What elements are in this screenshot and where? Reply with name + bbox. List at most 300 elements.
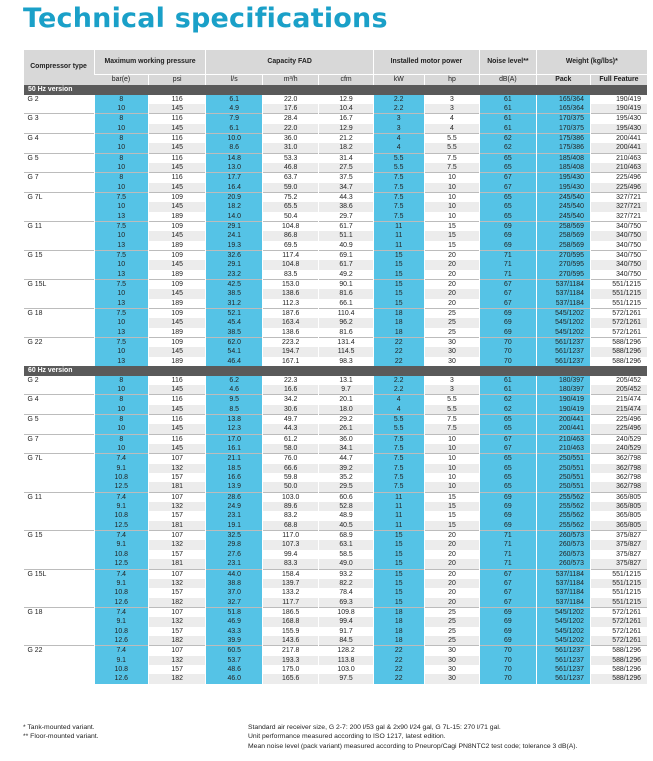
table-cell: 14.8 bbox=[206, 153, 262, 163]
table-cell: 69 bbox=[480, 309, 536, 319]
table-cell: 28.6 bbox=[206, 492, 262, 502]
table-cell: 117.7 bbox=[262, 598, 318, 608]
table-cell: 65.5 bbox=[262, 202, 318, 211]
table-cell: 180/397 bbox=[536, 385, 590, 395]
table-cell: 561/1237 bbox=[536, 357, 590, 366]
table-cell: 116 bbox=[148, 415, 206, 425]
table-cell: 181 bbox=[148, 521, 206, 531]
table-cell: 18 bbox=[373, 627, 424, 636]
table-cell: 362/798 bbox=[590, 473, 647, 482]
table-cell: 69 bbox=[480, 617, 536, 626]
table-cell: 561/1237 bbox=[536, 674, 590, 683]
table-cell: 145 bbox=[148, 104, 206, 114]
table-cell: 20 bbox=[424, 289, 479, 298]
table-row bbox=[24, 163, 648, 173]
table-cell: 2.2 bbox=[373, 376, 424, 385]
table-cell: 69.3 bbox=[319, 598, 373, 608]
compressor-name bbox=[24, 270, 95, 280]
table-cell: 5.5 bbox=[424, 405, 479, 415]
table-cell: 31.0 bbox=[262, 143, 318, 153]
table-cell: 270/595 bbox=[536, 260, 590, 269]
table-cell: 35.2 bbox=[319, 473, 373, 482]
table-cell: 103.0 bbox=[262, 492, 318, 502]
table-cell: 69 bbox=[480, 318, 536, 327]
table-cell: 9.1 bbox=[94, 502, 148, 511]
table-cell: 10 bbox=[424, 192, 479, 202]
table-cell: 44.3 bbox=[319, 192, 373, 202]
table-cell: 20 bbox=[424, 598, 479, 608]
table-cell: 53.3 bbox=[262, 153, 318, 163]
table-cell: 81.6 bbox=[319, 328, 373, 338]
table-cell: 70 bbox=[480, 357, 536, 366]
table-cell: 245/540 bbox=[536, 192, 590, 202]
table-cell: 66.1 bbox=[319, 299, 373, 309]
table-cell: 2.2 bbox=[373, 104, 424, 114]
compressor-name: G 2 bbox=[27, 95, 39, 103]
table-cell: 145 bbox=[148, 260, 206, 269]
compressor-name: G 11 bbox=[24, 492, 95, 502]
table-cell: 10 bbox=[424, 202, 479, 211]
compressor-name bbox=[24, 385, 95, 395]
table-cell: 70 bbox=[480, 338, 536, 348]
table-cell: 132 bbox=[148, 540, 206, 549]
section-label: 50 Hz version bbox=[24, 85, 648, 95]
table-cell: 365/805 bbox=[590, 521, 647, 531]
table-cell: 10.8 bbox=[94, 550, 148, 559]
table-cell: 165/364 bbox=[536, 104, 590, 114]
table-cell: 65 bbox=[480, 163, 536, 173]
table-cell: 3 bbox=[424, 95, 479, 104]
table-cell: 37.5 bbox=[319, 173, 373, 183]
compressor-name: G 3 bbox=[24, 114, 95, 124]
table-cell: 30 bbox=[424, 338, 479, 348]
table-cell: 16.7 bbox=[319, 114, 373, 124]
table-cell: 17.6 bbox=[262, 104, 318, 114]
table-cell: 34.1 bbox=[319, 444, 373, 454]
table-cell: 7.5 bbox=[94, 221, 148, 231]
table-cell: 133.2 bbox=[262, 588, 318, 597]
table-cell: 29.8 bbox=[206, 540, 262, 549]
table-cell: 551/1215 bbox=[590, 598, 647, 608]
table-cell: 22 bbox=[373, 665, 424, 674]
table-cell: 22 bbox=[373, 646, 424, 656]
table-cell: 104.8 bbox=[262, 260, 318, 269]
table-cell: 11 bbox=[373, 492, 424, 502]
table-cell: 61 bbox=[480, 95, 536, 104]
table-cell: 145 bbox=[148, 163, 206, 173]
table-cell: 340/750 bbox=[590, 241, 647, 251]
compressor-name bbox=[24, 559, 95, 569]
table-row bbox=[24, 338, 648, 348]
table-row bbox=[24, 299, 648, 309]
table-cell: 7.5 bbox=[373, 464, 424, 473]
table-cell: 6.2 bbox=[206, 376, 262, 385]
compressor-name: G 15L bbox=[24, 280, 95, 290]
table-cell: 18.0 bbox=[319, 405, 373, 415]
table-cell: 153.0 bbox=[262, 280, 318, 290]
table-cell: 99.4 bbox=[262, 550, 318, 559]
table-cell: 5.5 bbox=[373, 415, 424, 425]
table-cell: 6.1 bbox=[206, 124, 262, 134]
table-cell: 157 bbox=[148, 588, 206, 597]
table-row bbox=[24, 173, 648, 183]
table-cell: 561/1237 bbox=[536, 347, 590, 356]
table-cell: 7.5 bbox=[373, 202, 424, 211]
table-cell: 48.9 bbox=[319, 511, 373, 520]
table-cell: 12.5 bbox=[94, 521, 148, 531]
compressor-name: G 4 bbox=[24, 395, 95, 405]
table-cell: 48.6 bbox=[206, 665, 262, 674]
table-row bbox=[24, 550, 648, 559]
table-cell: 70 bbox=[480, 656, 536, 665]
table-cell: 190/419 bbox=[536, 405, 590, 415]
table-cell: 365/805 bbox=[590, 502, 647, 511]
table-cell: 9.1 bbox=[94, 579, 148, 588]
table-cell: 12.9 bbox=[319, 124, 373, 134]
table-cell: 9.1 bbox=[94, 617, 148, 626]
table-cell: 16.6 bbox=[206, 473, 262, 482]
table-cell: 65 bbox=[480, 424, 536, 434]
table-cell: 537/1184 bbox=[536, 280, 590, 290]
table-cell: 182 bbox=[148, 674, 206, 683]
table-cell: 13.0 bbox=[206, 163, 262, 173]
table-cell: 194.7 bbox=[262, 347, 318, 356]
table-row bbox=[24, 143, 648, 153]
table-cell: 561/1237 bbox=[536, 665, 590, 674]
table-cell: 116 bbox=[148, 395, 206, 405]
unit-dba: dB(A) bbox=[480, 75, 536, 86]
section-label: 60 Hz version bbox=[24, 366, 648, 376]
spec-table bbox=[23, 50, 647, 684]
table-cell: 143.6 bbox=[262, 636, 318, 646]
table-cell: 116 bbox=[148, 434, 206, 444]
table-cell: 69 bbox=[480, 607, 536, 617]
table-cell: 8 bbox=[94, 395, 148, 405]
table-cell: 588/1296 bbox=[590, 646, 647, 656]
table-row bbox=[24, 289, 648, 298]
table-cell: 83.3 bbox=[262, 559, 318, 569]
table-cell: 5.5 bbox=[424, 395, 479, 405]
table-cell: 10 bbox=[424, 173, 479, 183]
compressor-name: G 5 bbox=[24, 415, 95, 425]
table-cell: 10 bbox=[94, 289, 148, 298]
table-cell: 21.1 bbox=[206, 454, 262, 464]
table-cell: 375/827 bbox=[590, 540, 647, 549]
table-cell: 157 bbox=[148, 665, 206, 674]
footnote: Mean noise level (pack variant) measured according to Pneurop/Cagi PN8NTC2 test code; tolerance 3 dB(A). bbox=[248, 742, 578, 750]
table-row bbox=[24, 579, 648, 588]
table-cell: 69 bbox=[480, 492, 536, 502]
table-cell: 561/1237 bbox=[536, 646, 590, 656]
table-cell: 362/798 bbox=[590, 482, 647, 492]
table-cell: 240/529 bbox=[590, 444, 647, 454]
table-cell: 36.0 bbox=[262, 133, 318, 143]
table-cell: 195/430 bbox=[590, 114, 647, 124]
table-cell: 11 bbox=[373, 241, 424, 251]
table-cell: 107.3 bbox=[262, 540, 318, 549]
table-cell: 13.1 bbox=[319, 376, 373, 385]
table-cell: 572/1261 bbox=[590, 627, 647, 636]
table-cell: 27.5 bbox=[319, 163, 373, 173]
table-cell: 7.5 bbox=[94, 338, 148, 348]
table-cell: 200/441 bbox=[590, 143, 647, 153]
table-cell: 18 bbox=[373, 636, 424, 646]
table-cell: 30 bbox=[424, 357, 479, 366]
table-cell: 20 bbox=[424, 540, 479, 549]
table-cell: 59.0 bbox=[262, 183, 318, 193]
table-cell: 189 bbox=[148, 270, 206, 280]
table-cell: 5.5 bbox=[373, 163, 424, 173]
table-cell: 75.2 bbox=[262, 192, 318, 202]
table-cell: 30 bbox=[424, 646, 479, 656]
table-cell: 10 bbox=[94, 143, 148, 153]
table-cell: 7.5 bbox=[373, 454, 424, 464]
table-cell: 15 bbox=[373, 569, 424, 579]
table-cell: 23.1 bbox=[206, 511, 262, 520]
table-cell: 23.2 bbox=[206, 270, 262, 280]
table-cell: 10 bbox=[424, 212, 479, 222]
table-cell: 22 bbox=[373, 347, 424, 356]
table-cell: 8 bbox=[94, 376, 148, 385]
table-cell: 113.8 bbox=[319, 656, 373, 665]
table-cell: 19.3 bbox=[206, 241, 262, 251]
table-cell: 245/540 bbox=[536, 202, 590, 211]
compressor-name bbox=[24, 598, 95, 608]
table-cell: 551/1215 bbox=[590, 588, 647, 597]
compressor-name bbox=[24, 473, 95, 482]
table-cell: 16.4 bbox=[206, 183, 262, 193]
table-cell: 7.5 bbox=[424, 415, 479, 425]
table-cell: 572/1261 bbox=[590, 309, 647, 319]
table-cell: 175.0 bbox=[262, 665, 318, 674]
table-cell: 18.2 bbox=[319, 143, 373, 153]
table-cell: 65 bbox=[480, 482, 536, 492]
table-cell: 537/1184 bbox=[536, 579, 590, 588]
unit-full-feature: Full Feature bbox=[590, 75, 647, 86]
table-cell: 116 bbox=[148, 114, 206, 124]
table-cell: 10.8 bbox=[94, 627, 148, 636]
table-row bbox=[24, 104, 648, 114]
table-cell: 186.5 bbox=[262, 607, 318, 617]
compressor-name bbox=[24, 241, 95, 251]
table-cell: 145 bbox=[148, 289, 206, 298]
table-cell: 61.2 bbox=[262, 434, 318, 444]
table-cell: 181 bbox=[148, 559, 206, 569]
table-cell: 65 bbox=[480, 454, 536, 464]
motor-power-header: Installed motor power bbox=[373, 50, 479, 75]
table-cell: 69 bbox=[480, 221, 536, 231]
table-cell: 270/595 bbox=[536, 270, 590, 280]
table-cell: 25 bbox=[424, 607, 479, 617]
table-cell: 132 bbox=[148, 656, 206, 665]
spec-table-body bbox=[24, 85, 648, 684]
table-cell: 60.5 bbox=[206, 646, 262, 656]
table-cell: 128.2 bbox=[319, 646, 373, 656]
table-cell: 168.8 bbox=[262, 617, 318, 626]
table-cell: 8 bbox=[94, 415, 148, 425]
table-cell: 145 bbox=[148, 424, 206, 434]
table-cell: 255/562 bbox=[536, 502, 590, 511]
table-cell: 76.0 bbox=[262, 454, 318, 464]
table-cell: 20 bbox=[424, 588, 479, 597]
table-cell: 10 bbox=[424, 482, 479, 492]
table-cell: 49.7 bbox=[262, 415, 318, 425]
table-row bbox=[24, 569, 648, 579]
table-cell: 69 bbox=[480, 502, 536, 511]
table-cell: 71 bbox=[480, 559, 536, 569]
table-cell: 25 bbox=[424, 309, 479, 319]
table-cell: 109 bbox=[148, 251, 206, 261]
table-cell: 327/721 bbox=[590, 202, 647, 211]
table-cell: 250/551 bbox=[536, 473, 590, 482]
table-cell: 71 bbox=[480, 270, 536, 280]
table-cell: 83.2 bbox=[262, 511, 318, 520]
table-cell: 3 bbox=[424, 385, 479, 395]
table-cell: 537/1184 bbox=[536, 588, 590, 597]
table-cell: 9.1 bbox=[94, 656, 148, 665]
table-cell: 116 bbox=[148, 376, 206, 385]
table-cell: 551/1215 bbox=[590, 289, 647, 298]
table-cell: 38.6 bbox=[319, 202, 373, 211]
table-cell: 24.9 bbox=[206, 502, 262, 511]
table-cell: 8.6 bbox=[206, 143, 262, 153]
table-row bbox=[24, 473, 648, 482]
table-cell: 18 bbox=[373, 318, 424, 327]
table-cell: 46.9 bbox=[206, 617, 262, 626]
table-cell: 15 bbox=[373, 550, 424, 559]
table-cell: 551/1215 bbox=[590, 579, 647, 588]
compressor-name bbox=[24, 511, 95, 520]
table-cell: 14.0 bbox=[206, 212, 262, 222]
table-cell: 15 bbox=[373, 260, 424, 269]
table-row bbox=[24, 531, 648, 541]
table-cell: 7.4 bbox=[94, 454, 148, 464]
compressor-name bbox=[24, 444, 95, 454]
table-cell: 255/562 bbox=[536, 492, 590, 502]
table-cell: 7.9 bbox=[206, 114, 262, 124]
table-cell: 20 bbox=[424, 280, 479, 290]
table-cell: 7.5 bbox=[373, 183, 424, 193]
table-cell: 30 bbox=[424, 674, 479, 683]
table-cell: 15 bbox=[424, 231, 479, 240]
table-cell: 69.5 bbox=[262, 241, 318, 251]
table-cell: 365/805 bbox=[590, 511, 647, 520]
table-cell: 545/1202 bbox=[536, 328, 590, 338]
table-cell: 61 bbox=[480, 114, 536, 124]
table-row bbox=[24, 347, 648, 356]
table-cell: 58.5 bbox=[319, 550, 373, 559]
table-cell: 200/441 bbox=[536, 424, 590, 434]
table-cell: 189 bbox=[148, 328, 206, 338]
table-row bbox=[24, 260, 648, 269]
table-cell: 551/1215 bbox=[590, 280, 647, 290]
table-cell: 52.8 bbox=[319, 502, 373, 511]
compressor-name bbox=[24, 540, 95, 549]
table-cell: 71 bbox=[480, 251, 536, 261]
table-cell: 11 bbox=[373, 502, 424, 511]
table-cell: 7.5 bbox=[94, 309, 148, 319]
compressor-name bbox=[24, 212, 95, 222]
table-cell: 32.6 bbox=[206, 251, 262, 261]
table-cell: 3 bbox=[424, 376, 479, 385]
table-cell: 537/1184 bbox=[536, 569, 590, 579]
table-cell: 225/496 bbox=[590, 183, 647, 193]
table-cell: 109 bbox=[148, 192, 206, 202]
table-cell: 260/573 bbox=[536, 540, 590, 549]
table-row bbox=[24, 212, 648, 222]
compressor-name bbox=[24, 318, 95, 327]
table-cell: 31.2 bbox=[206, 299, 262, 309]
table-cell: 36.0 bbox=[319, 434, 373, 444]
table-cell: 107 bbox=[148, 569, 206, 579]
table-cell: 7.5 bbox=[373, 192, 424, 202]
table-cell: 10 bbox=[94, 183, 148, 193]
table-cell: 13.9 bbox=[206, 482, 262, 492]
table-row bbox=[24, 434, 648, 444]
table-row bbox=[24, 444, 648, 454]
compressor-name bbox=[24, 550, 95, 559]
table-cell: 18 bbox=[373, 309, 424, 319]
table-cell: 61 bbox=[480, 376, 536, 385]
table-cell: 7.4 bbox=[94, 646, 148, 656]
table-cell: 240/529 bbox=[590, 434, 647, 444]
table-cell: 260/573 bbox=[536, 531, 590, 541]
table-cell: 67 bbox=[480, 588, 536, 597]
table-cell: 25 bbox=[424, 318, 479, 327]
table-cell: 11 bbox=[373, 221, 424, 231]
table-cell: 59.8 bbox=[262, 473, 318, 482]
table-cell: 200/441 bbox=[536, 415, 590, 425]
table-cell: 12.6 bbox=[94, 598, 148, 608]
table-cell: 21.2 bbox=[319, 133, 373, 143]
table-cell: 7.5 bbox=[373, 482, 424, 492]
table-row bbox=[24, 95, 648, 104]
table-row bbox=[24, 454, 648, 464]
table-cell: 132 bbox=[148, 617, 206, 626]
table-cell: 175/386 bbox=[536, 143, 590, 153]
table-cell: 4 bbox=[373, 143, 424, 153]
table-cell: 170/375 bbox=[536, 124, 590, 134]
compressor-name bbox=[24, 665, 95, 674]
table-cell: 9.5 bbox=[206, 395, 262, 405]
table-cell: 195/430 bbox=[536, 183, 590, 193]
table-cell: 545/1202 bbox=[536, 318, 590, 327]
table-cell: 545/1202 bbox=[536, 636, 590, 646]
table-cell: 15 bbox=[424, 221, 479, 231]
table-cell: 195/430 bbox=[590, 124, 647, 134]
table-row bbox=[24, 183, 648, 193]
table-cell: 189 bbox=[148, 299, 206, 309]
table-cell: 103.0 bbox=[319, 665, 373, 674]
table-cell: 7.4 bbox=[94, 492, 148, 502]
compressor-name: G 18 bbox=[24, 309, 95, 319]
table-cell: 4 bbox=[373, 133, 424, 143]
table-cell: 49.2 bbox=[319, 270, 373, 280]
table-cell: 7.5 bbox=[373, 444, 424, 454]
table-row bbox=[24, 153, 648, 163]
table-cell: 71 bbox=[480, 260, 536, 269]
table-cell: 157 bbox=[148, 511, 206, 520]
section-header-row bbox=[24, 85, 648, 95]
table-cell: 15 bbox=[373, 251, 424, 261]
table-cell: 69 bbox=[480, 231, 536, 240]
table-cell: 8 bbox=[94, 95, 148, 104]
table-cell: 11 bbox=[373, 521, 424, 531]
table-cell: 16.6 bbox=[262, 385, 318, 395]
table-row bbox=[24, 464, 648, 473]
table-cell: 10 bbox=[424, 434, 479, 444]
table-cell: 29.2 bbox=[319, 415, 373, 425]
